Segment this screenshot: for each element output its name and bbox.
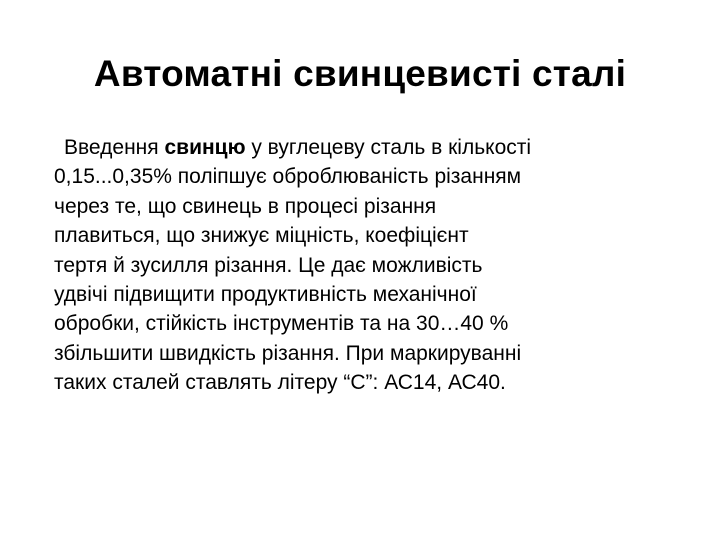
body-line: 0,15...0,35% поліпшує оброблюваність різанням [54,165,522,189]
body-line: плавиться, що знижує міцність, коефіцієнт [54,224,469,248]
body-line: обробки, стійкість інструментів та на 30…40 % [54,312,509,336]
body-line: удвічі підвищити продуктивність механічної [54,282,477,306]
body-line [54,133,694,162]
body-line: таких сталей ставлять літеру “С”: АС14, АС40. [54,371,506,395]
body-line: збільшити швидкість різання. При маркируванні [54,341,522,365]
body-line: тертя й зусилля різання. Це дає можливість [54,253,483,277]
body-emphasis: свинцю [164,136,246,159]
body-text-segment: у вуглецеву сталь в кількості [245,136,532,159]
slide-title: Автоматні свинцевисті сталі [93,53,627,94]
body-text-segment: Введення [64,136,165,159]
body-line: через те, що свинець в процесі різання [54,194,437,218]
slide-body-text [54,133,694,398]
